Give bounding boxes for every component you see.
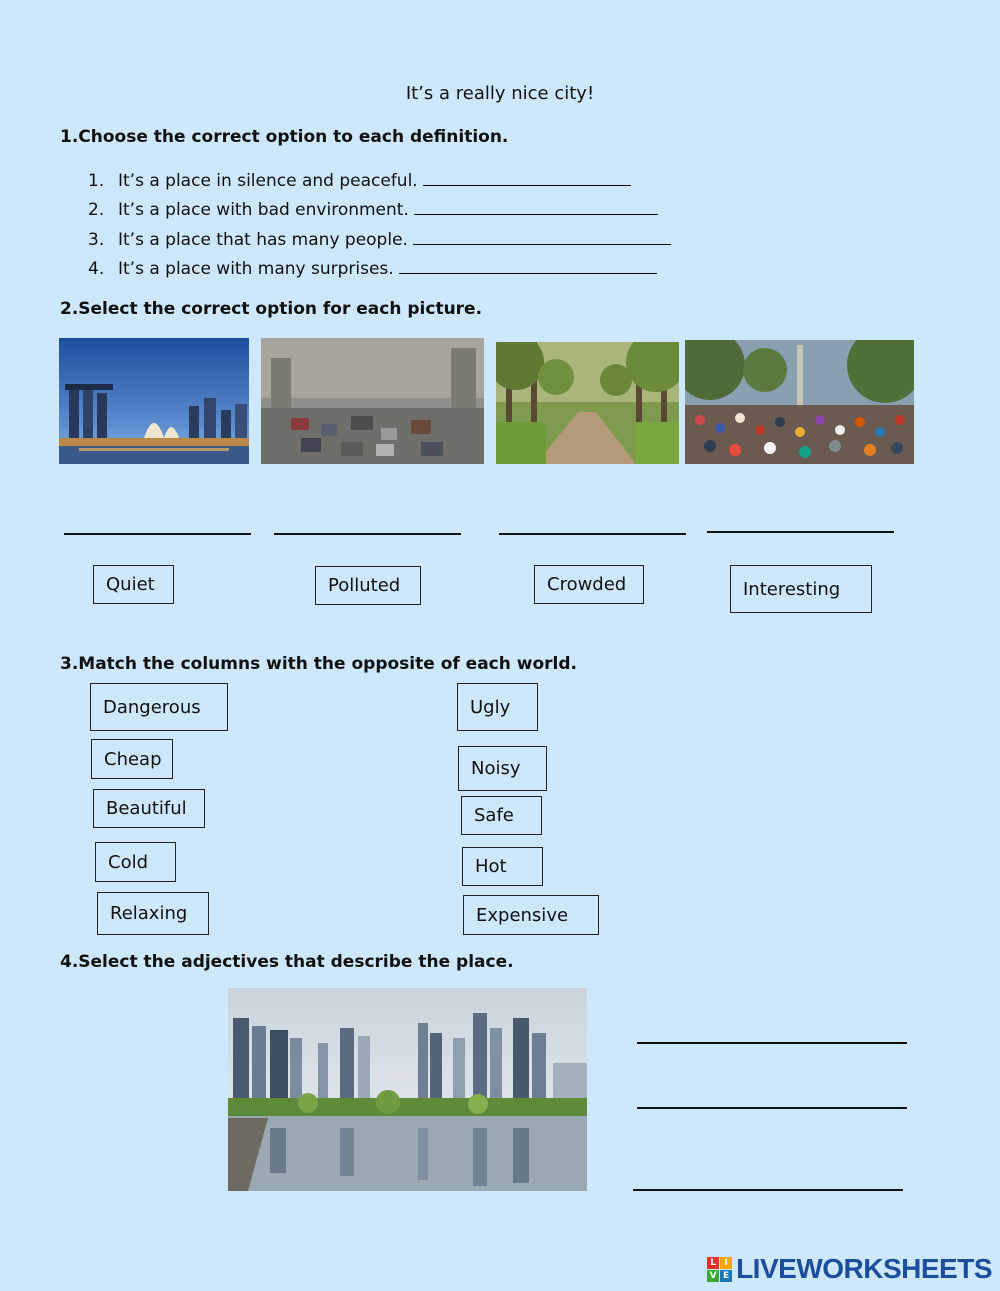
marina-skyline-photo xyxy=(59,338,249,464)
logo-block: E xyxy=(720,1270,732,1282)
logo-block: L xyxy=(707,1257,719,1269)
section1-heading: 1.Choose the correct option to each definition. xyxy=(60,127,509,147)
logo-block: I xyxy=(720,1257,732,1269)
city-skyline-photo xyxy=(228,988,587,1191)
match-left-cheap[interactable]: Cheap xyxy=(91,739,173,779)
crowded-street-photo xyxy=(685,340,914,464)
definition-number: 4. xyxy=(88,259,105,279)
definition-text: It’s a place in silence and peaceful. xyxy=(118,171,418,191)
option-crowded[interactable]: Crowded xyxy=(534,565,644,604)
definition-text: It’s a place with bad environment. xyxy=(118,200,409,220)
section2-heading: 2.Select the correct option for each picture. xyxy=(60,299,483,319)
logo-blocks-icon xyxy=(707,1257,732,1282)
logo-block: V xyxy=(707,1270,719,1282)
definition-number: 1. xyxy=(88,171,105,191)
option-quiet[interactable]: Quiet xyxy=(93,565,174,604)
match-left-cold[interactable]: Cold xyxy=(95,842,176,882)
definition-text: It’s a place that has many people. xyxy=(118,230,408,250)
option-interesting[interactable]: Interesting xyxy=(730,565,872,613)
picture-answer-line-2[interactable] xyxy=(274,533,461,535)
definition-number: 2. xyxy=(88,200,105,220)
definition-3 xyxy=(88,228,671,250)
match-right-safe[interactable]: Safe xyxy=(461,796,542,835)
match-right-ugly[interactable]: Ugly xyxy=(457,683,538,731)
picture-answer-line-3[interactable] xyxy=(499,533,686,535)
picture-answer-line-4[interactable] xyxy=(707,531,894,533)
match-left-beautiful[interactable]: Beautiful xyxy=(93,789,205,828)
match-right-noisy[interactable]: Noisy xyxy=(458,746,547,791)
definition-1 xyxy=(88,169,631,191)
answer-blank-3[interactable] xyxy=(413,228,671,245)
section4-heading: 4.Select the adjectives that describe the place. xyxy=(60,952,514,972)
park-path-photo xyxy=(496,342,679,464)
picture-answer-line-1[interactable] xyxy=(64,533,251,535)
answer-blank-1[interactable] xyxy=(423,169,631,186)
adjective-answer-line-2[interactable] xyxy=(637,1107,907,1109)
definition-text: It’s a place with many surprises. xyxy=(118,259,394,279)
definition-number: 3. xyxy=(88,230,105,250)
definition-4 xyxy=(88,257,657,279)
match-right-expensive[interactable]: Expensive xyxy=(463,895,599,935)
definition-2 xyxy=(88,198,658,220)
liveworksheets-logo xyxy=(707,1253,992,1285)
page-title: It’s a really nice city! xyxy=(405,83,595,104)
answer-blank-2[interactable] xyxy=(414,198,658,215)
polluted-traffic-photo xyxy=(261,338,484,464)
adjective-answer-line-1[interactable] xyxy=(637,1042,907,1044)
adjective-answer-line-3[interactable] xyxy=(633,1189,903,1191)
match-left-relaxing[interactable]: Relaxing xyxy=(97,892,209,935)
section3-heading: 3.Match the columns with the opposite of each world. xyxy=(60,654,578,674)
match-left-dangerous[interactable]: Dangerous xyxy=(90,683,228,731)
option-polluted[interactable]: Polluted xyxy=(315,566,421,605)
logo-text: LIVEWORKSHEETS xyxy=(736,1253,992,1284)
answer-blank-4[interactable] xyxy=(399,257,657,274)
match-right-hot[interactable]: Hot xyxy=(462,847,543,886)
